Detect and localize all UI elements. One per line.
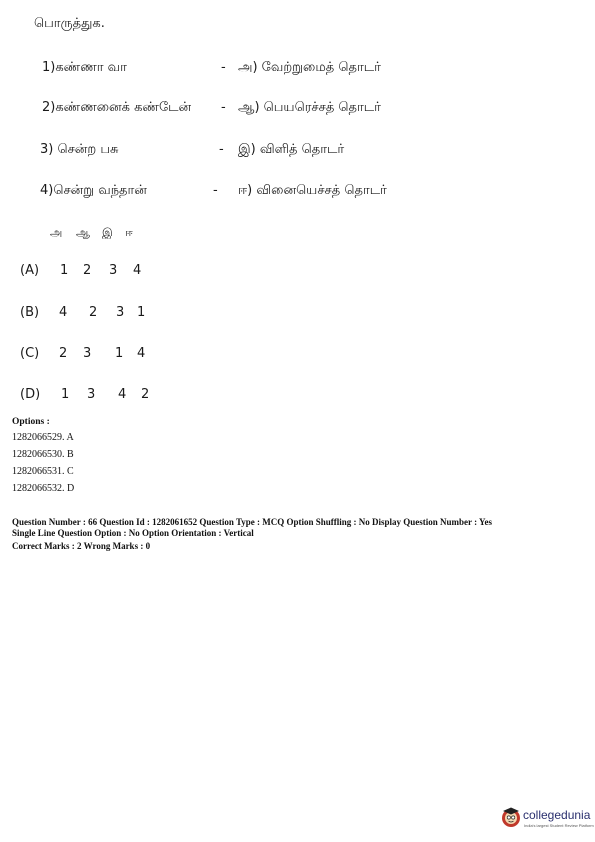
header-letter-3: இ <box>102 226 113 239</box>
header-letter-1: அ <box>50 226 63 239</box>
option-item: 1282066529. A <box>12 432 74 443</box>
option-item: 1282066532. D <box>12 483 75 494</box>
pair-right-1: அ) வேற்றுமைத் தொடர் <box>238 60 381 75</box>
choice-c-label: (C) <box>20 346 40 361</box>
pair-dash-2: - <box>221 100 226 115</box>
question-meta-line-3: Correct Marks : 2 Wrong Marks : 0 <box>12 541 151 551</box>
header-letter-4: ஈ <box>125 226 133 239</box>
choice-c-value: 4 <box>137 346 146 361</box>
choice-d-label: (D) <box>20 387 41 402</box>
brand-logo: collegedunia <box>523 808 591 822</box>
choice-b-value: 3 <box>116 305 125 320</box>
pair-right-3: இ) விளித் தொடர் <box>238 142 345 157</box>
choice-d-value: 1 <box>61 387 70 402</box>
choice-d-value: 3 <box>87 387 96 402</box>
options-heading: Options : <box>12 417 50 427</box>
pair-left-3: 3) சென்ற பசு <box>40 142 119 157</box>
option-item: 1282066530. B <box>12 449 74 460</box>
choice-a-value: 4 <box>133 263 142 278</box>
choice-b-value: 2 <box>89 305 98 320</box>
choice-b-label: (B) <box>20 305 40 320</box>
pair-dash-4: - <box>213 183 218 198</box>
pair-dash-3: - <box>219 142 224 157</box>
pair-left-2: 2)கண்ணனைக் கண்டேன் <box>42 100 192 115</box>
choice-c-value: 3 <box>83 346 92 361</box>
header-letter-2: ஆ <box>76 226 90 239</box>
pair-left-4: 4)சென்று வந்தான் <box>40 183 147 198</box>
choice-a-value: 3 <box>109 263 118 278</box>
question-meta-line-1: Question Number : 66 Question Id : 1282061652 Question Type : MCQ Option Shuffling : No Display Question Number : Yes <box>12 517 493 527</box>
choice-b-value: 4 <box>59 305 68 320</box>
choice-a-value: 2 <box>83 263 92 278</box>
choice-d-value: 4 <box>118 387 127 402</box>
brand-tagline: India's largest Student Review Platform <box>524 823 594 828</box>
option-item: 1282066531. C <box>12 466 74 477</box>
question-instruction: பொருத்துக. <box>34 16 105 31</box>
graduate-mascot-icon <box>500 806 522 828</box>
pair-left-1: 1)கண்ணா வா <box>42 60 127 75</box>
pair-right-4: ஈ) வினையெச்சத் தொடர் <box>238 183 387 198</box>
choice-a-value: 1 <box>60 263 69 278</box>
choice-b-value: 1 <box>137 305 146 320</box>
choice-c-value: 1 <box>115 346 124 361</box>
pair-dash-1: - <box>221 60 226 75</box>
choice-c-value: 2 <box>59 346 68 361</box>
pair-right-2: ஆ) பெயரெச்சத் தொடர் <box>238 100 381 115</box>
choice-a-label: (A) <box>20 263 40 278</box>
choice-d-value: 2 <box>141 387 150 402</box>
question-meta-line-2: Single Line Question Option : No Option Orientation : Vertical <box>12 528 254 538</box>
